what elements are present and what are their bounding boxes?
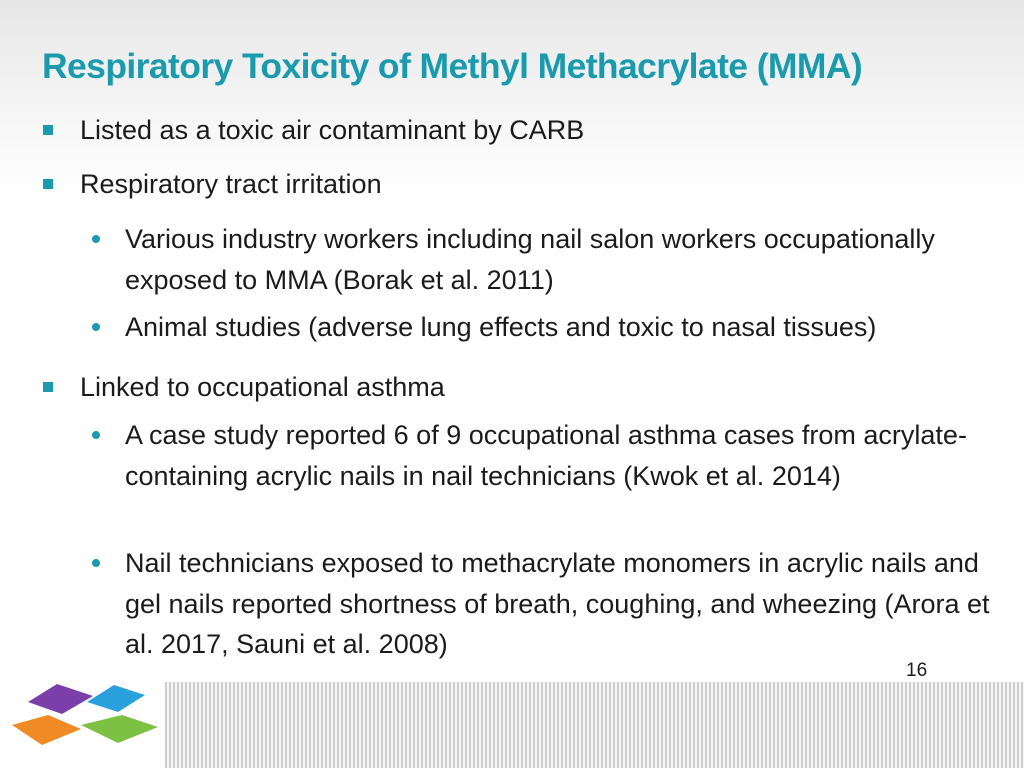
page-number: 16 [906, 660, 928, 681]
square-bullet-icon [43, 125, 53, 135]
subbullet-industry-workers [125, 219, 995, 300]
square-bullet-icon [43, 382, 53, 392]
round-bullet-icon [92, 559, 100, 567]
subbullet-text: Various industry workers including nail salon workers occupationally exposed to MMA (Borak et al. 2011) [125, 224, 935, 295]
square-bullet-icon [43, 179, 53, 189]
bullet-text: Listed as a toxic air contaminant by CARB [80, 115, 585, 145]
round-bullet-icon [92, 323, 100, 331]
four-diamond-logo-icon [10, 682, 160, 748]
round-bullet-icon [92, 235, 100, 243]
subbullet-animal-studies [125, 307, 995, 348]
bullet-text: Linked to occupational asthma [80, 372, 445, 402]
subbullet-nail-technicians [125, 543, 995, 665]
subbullet-case-study [125, 415, 995, 496]
logo-blue-diamond [87, 685, 145, 712]
logo-green-diamond [81, 715, 158, 743]
subbullet-text: Nail technicians exposed to methacrylate monomers in acrylic nails and gel nails reported shortness of breath, coughing, and wheezing (Arora et al. 2017, Sauni et al. 2008) [125, 548, 990, 659]
bullet-occupational-asthma [80, 369, 1000, 405]
bullet-text: Respiratory tract irritation [80, 169, 382, 199]
round-bullet-icon [92, 431, 100, 439]
bullet-respiratory-irritation [80, 166, 1000, 202]
subbullet-text: Animal studies (adverse lung effects and toxic to nasal tissues) [125, 312, 877, 342]
slide-title: Respiratory Toxicity of Methyl Methacrylate (MMA) [42, 46, 863, 86]
subbullet-text: A case study reported 6 of 9 occupational asthma cases from acrylate-containing acrylic nails in nail technicians (Kwok et al. 2014) [125, 420, 967, 491]
logo-purple-diamond [28, 684, 93, 714]
footer-stripe-bar [165, 682, 1024, 768]
logo-orange-diamond [12, 715, 81, 745]
bullet-carb [80, 112, 1000, 148]
